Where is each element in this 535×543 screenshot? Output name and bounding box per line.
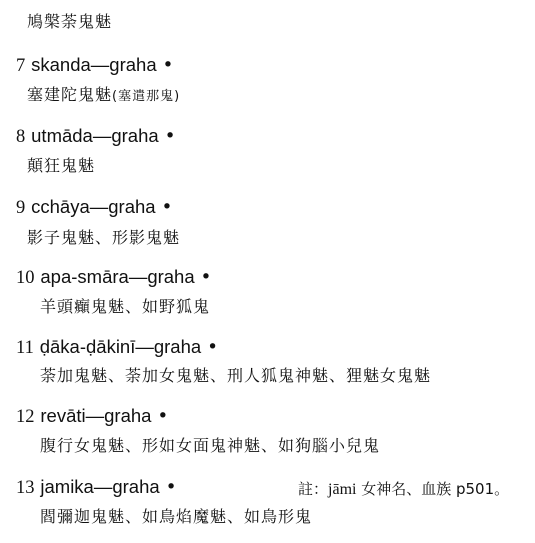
entry-number: 12 — [16, 407, 35, 427]
entry-12-heading — [16, 405, 168, 428]
entry-number: 8 — [16, 127, 26, 147]
entry-10-gloss: 羊頭癲鬼魅、如野狐鬼 — [40, 297, 211, 316]
entry-12-gloss: 腹行女鬼魅、形如女面鬼神魅、如狗腦小兒鬼 — [40, 436, 381, 455]
footnote-text: 女神名、血族 p501。 — [356, 480, 510, 498]
gloss-text: 塞建陀鬼魅 — [27, 85, 113, 104]
entry-number: 10 — [16, 268, 35, 288]
entry-8-gloss: 顛狂鬼魅 — [27, 156, 96, 175]
entry-13-gloss: 閻彌迦鬼魅、如鳥焰魔魅、如鳥形鬼 — [40, 507, 313, 526]
entry-dot: • — [200, 267, 212, 288]
entry-dot: • — [207, 337, 218, 358]
entry-dot: • — [161, 197, 173, 218]
entry-term: skanda—graha — [31, 54, 157, 75]
entry-number: 7 — [16, 56, 26, 76]
top-gloss-line: 鳩槃荼鬼魅 — [27, 12, 113, 31]
entry-number: 11 — [16, 338, 34, 358]
entry-7-heading — [16, 54, 173, 77]
entry-number: 9 — [16, 198, 26, 218]
entry-11-heading — [16, 336, 218, 359]
entry-8-heading — [16, 125, 175, 148]
entry-dot: • — [165, 477, 177, 498]
entry-term: cchāya—graha — [31, 196, 156, 217]
footnote-term: jāmi — [328, 481, 357, 498]
footnote — [298, 478, 509, 499]
entry-term: apa-smāra—graha — [40, 266, 195, 287]
entry-dot: • — [157, 406, 169, 427]
entry-number: 13 — [16, 478, 35, 498]
entry-term: ḍāka-ḍākinī—graha — [39, 336, 202, 357]
entry-term: jamika—graha — [40, 476, 160, 497]
gloss-parenthetical: (塞遣那鬼) — [112, 89, 181, 104]
entry-term: utmāda—graha — [31, 125, 159, 146]
footnote-label: 註： — [298, 480, 329, 498]
entry-dot: • — [162, 55, 174, 76]
entry-9-heading — [16, 196, 172, 219]
entry-13-heading — [16, 476, 176, 499]
entry-dot: • — [164, 126, 176, 147]
entry-term: revāti—graha — [40, 405, 152, 426]
entry-7-gloss — [27, 82, 180, 105]
entry-11-gloss: 荼加鬼魅、荼加女鬼魅、刑人狐鬼神魅、狸魅女鬼魅 — [40, 366, 432, 385]
entry-10-heading — [16, 266, 211, 289]
entry-9-gloss: 影子鬼魅、形影鬼魅 — [27, 228, 181, 247]
